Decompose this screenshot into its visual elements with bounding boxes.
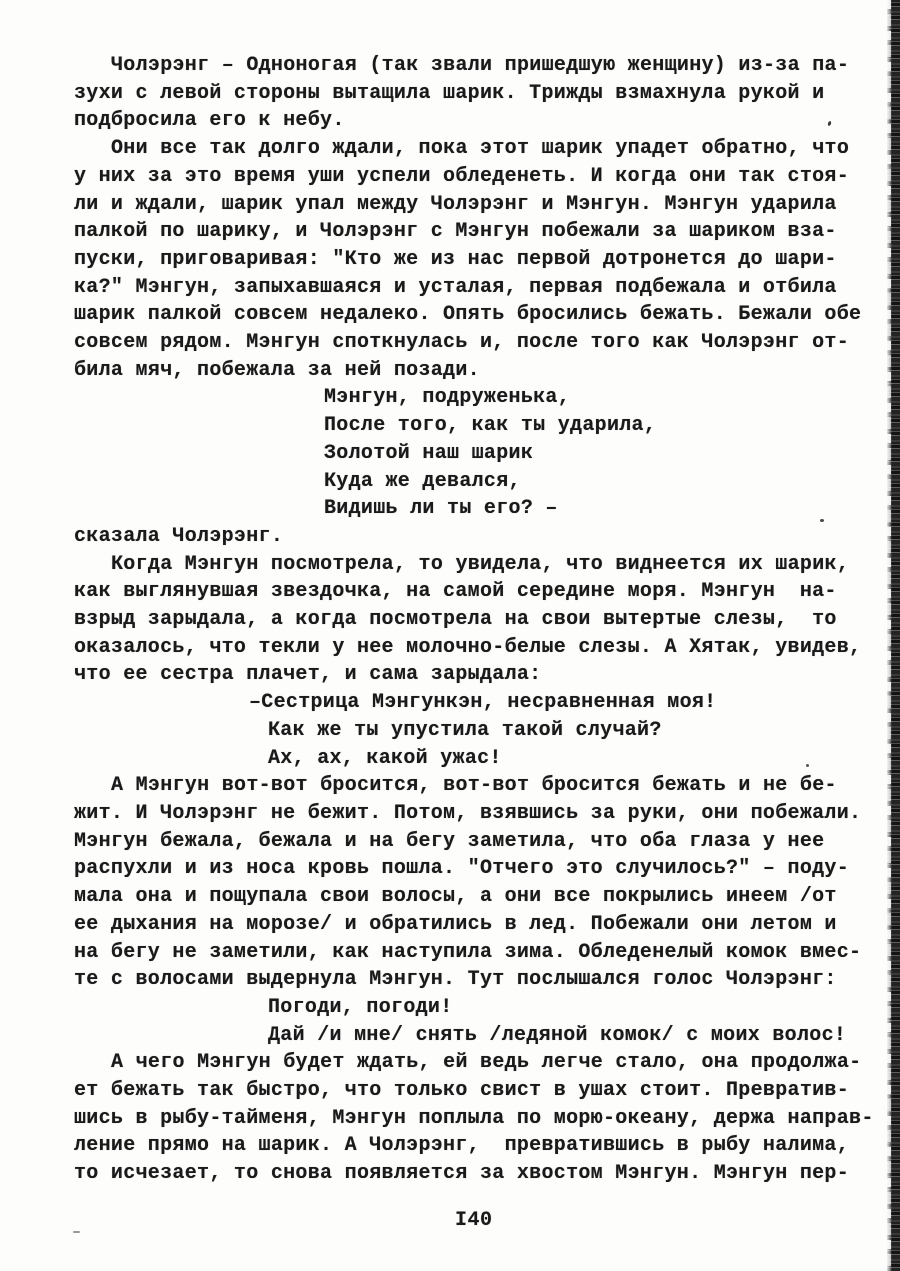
text-line: ли и ждали, шарик упал между Чолэрэнг и Мэнгун. Мэнгун ударила xyxy=(74,192,837,216)
text-line: на бегу не заметили, как наступила зима. Обледенелый комок вмес- xyxy=(74,940,862,964)
page-text xyxy=(74,52,874,1188)
text-line: Видишь ли ты его? – xyxy=(324,497,558,521)
text-line: Дай /и мне/ снять /ледяной комок/ с моих волос! xyxy=(268,1023,847,1047)
text-line: Когда Мэнгун посмотрела, то увидела, что виднеется их шарик, xyxy=(111,552,850,576)
text-line: пуски, приговаривая: "Кто же из нас первой дотронется до шари- xyxy=(74,247,837,271)
text-line: что ее сестра плачет, и сама зарыдала: xyxy=(74,663,542,687)
text-line: А чего Мэнгун будет ждать, ей ведь легче стало, она продолжа- xyxy=(111,1051,862,1075)
text-line: шись в рыбу-тайменя, Мэнгун поплыла по морю-океану, держа направ- xyxy=(74,1106,874,1130)
text-line: как выглянувшая звездочка, на самой середине моря. Мэнгун на- xyxy=(74,580,837,604)
scan-speck xyxy=(806,764,809,767)
text-line: сказала Чолэрэнг. xyxy=(74,524,284,548)
text-line: совсем рядом. Мэнгун споткнулась и, после того как Чолэрэнг от- xyxy=(74,331,850,355)
text-line: взрыд зарыдала, а когда посмотрела на свои вытертые слезы, то xyxy=(74,608,837,632)
text-line: Ах, ах, какой ужас! xyxy=(268,746,502,770)
text-line: оказалось, что текли у нее молочно-белые слезы. А Хятак, увидев, xyxy=(74,635,862,659)
text-line: Куда же девался, xyxy=(324,469,521,493)
text-line: Золотой наш шарик xyxy=(324,441,534,465)
text-line: зухи с левой стороны вытащила шарик. Трижды взмахнула рукой и xyxy=(74,81,825,105)
text-line: подбросила его к небу. xyxy=(74,109,345,133)
text-line: Они все так долго ждали, пока этот шарик упадет обратно, что xyxy=(111,137,850,161)
text-line: ее дыхания на морозе/ и обратились в лед. Побежали они летом и xyxy=(74,912,837,936)
text-line: шарик палкой совсем недалеко. Опять бросились бежать. Бежали обе xyxy=(74,303,862,327)
text-line: била мяч, побежала за ней позади. xyxy=(74,358,480,382)
text-line: Мэнгун бежала, бежала и на бегу заметила, что оба глаза у нее xyxy=(74,829,825,853)
text-line: мала она и пощупала свои волосы, а они все покрылись инеем /от xyxy=(74,885,837,909)
scan-speck xyxy=(73,1231,80,1233)
text-line: Чолэрэнг – Одноногая (так звали пришедшую женщину) из-за па- xyxy=(111,54,850,77)
scanned-page-edge xyxy=(887,0,900,1271)
text-line: ка?" Мэнгун, запыхавшаяся и усталая, первая подбежала и отбила xyxy=(74,275,837,299)
text-line: распухли и из носа кровь пошла. "Отчего это случилось?" – поду- xyxy=(74,857,850,881)
text-line: Мэнгун, подруженька, xyxy=(324,386,571,410)
text-line: Как же ты упустила такой случай? xyxy=(268,718,662,742)
scan-speck xyxy=(820,519,824,522)
text-line: А Мэнгун вот-вот бросится, вот-вот бросится бежать и не бе- xyxy=(111,774,837,798)
text-line: жит. И Чолэрэнг не бежит. Потом, взявшись за руки, они побежали. xyxy=(74,801,862,825)
text-line: –Сестрица Мэнгункэн, несравненная моя! xyxy=(249,691,717,715)
text-line: ет бежать так быстро, что только свист в ушах стоит. Превратив- xyxy=(74,1079,850,1103)
text-line: у них за это время уши успели обледенеть. И когда они так стоя- xyxy=(74,164,850,188)
text-line: После того, как ты ударила, xyxy=(324,414,657,438)
text-line: ление прямо на шарик. А Чолэрэнг, превратившись в рыбу налима, xyxy=(74,1134,850,1158)
text-line: Погоди, погоди! xyxy=(268,995,453,1019)
text-line: те с волосами выдернула Мэнгун. Тут послышался голос Чолэрэнг: xyxy=(74,968,837,992)
text-line: то исчезает, то снова появляется за хвостом Мэнгун. Мэнгун пер- xyxy=(74,1162,850,1186)
page-number: I40 xyxy=(455,1209,493,1232)
text-line: палкой по шарику, и Чолэрэнг с Мэнгун побежали за шариком вза- xyxy=(74,220,837,244)
